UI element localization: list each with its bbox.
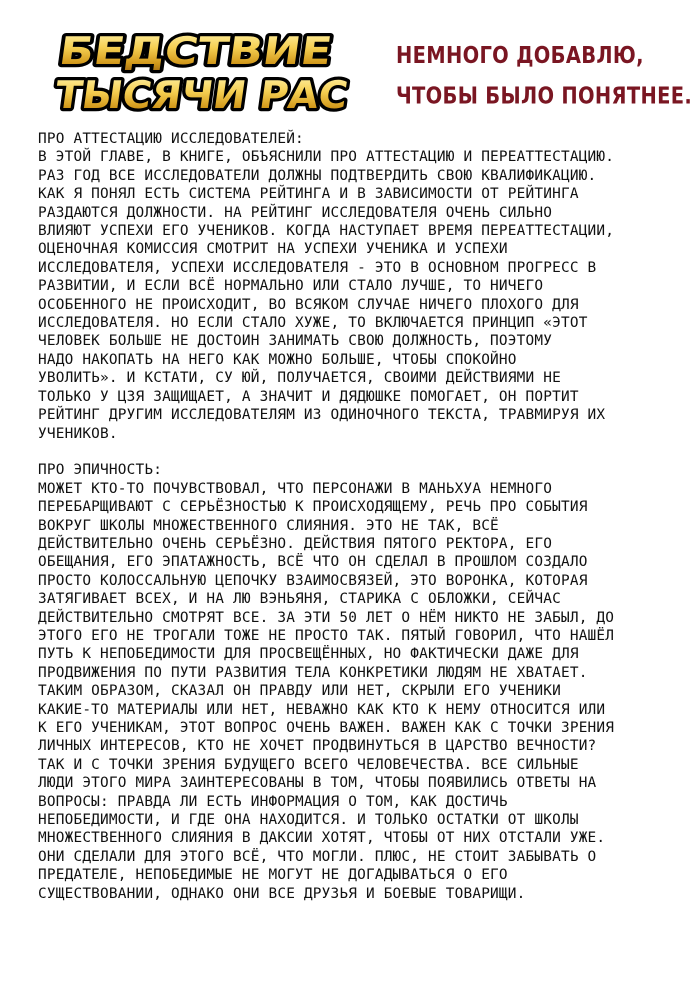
translator-note-line-2: ЧТОБЫ БЫЛО ПОНЯТНЕЕ. xyxy=(396,82,693,110)
title-logo xyxy=(40,20,352,120)
text-line: КАК Я ПОНЯЛ ЕСТЬ СИСТЕМА РЕЙТИНГА И В ЗАВИСИМОСТИ ОТ РЕЙТИНГА xyxy=(38,186,579,203)
text-line: ТОЛЬКО У ЦЗЯ ЗАЩИЩАЕТ, А ЗНАЧИТ И ДЯДЮШКЕ ПОМОГАЕТ, ОН ПОРТИТ xyxy=(38,388,579,405)
section-heading: ПРО ЭПИЧНОСТЬ: xyxy=(38,462,163,479)
text-line: ЭТОГО ЕГО НЕ ТРОГАЛИ ТОЖЕ НЕ ПРОСТО ТАК. ПЯТЫЙ ГОВОРИЛ, ЧТО НАШЁЛ xyxy=(38,627,615,644)
text-line: РАЗ ГОД ВСЕ ИССЛЕДОВАТЕЛИ ДОЛЖНЫ ПОДТВЕРДИТЬ СВОЮ КВАЛИФИКАЦИЮ. xyxy=(38,167,597,184)
text-line: ЛИЧНЫХ ИНТЕРЕСОВ, КТО НЕ ХОЧЕТ ПРОДВИНУТЬСЯ В ЦАРСТВО ВЕЧНОСТИ? xyxy=(38,738,597,755)
logo-line-1: БЕДСТВИЕ xyxy=(56,30,292,74)
text-line: КАКИЕ-ТО МАТЕРИАЛЫ ИЛИ НЕТ, НЕВАЖНО КАК КТО К НЕМУ ОТНОСИТСЯ ИЛИ xyxy=(38,701,606,718)
section-attestation xyxy=(38,130,668,443)
text-line: УВОЛИТЬ». И КСТАТИ, СУ ЮЙ, ПОЛУЧАЕТСЯ, СВОИМИ ДЕЙСТВИЯМИ НЕ xyxy=(38,370,561,387)
text-line: ЛЮДИ ЭТОГО МИРА ЗАИНТЕРЕСОВАНЫ В ТОМ, ЧТОБЫ ПОЯВИЛИСЬ ОТВЕТЫ НА xyxy=(38,775,597,792)
text-line: ИССЛЕДОВАТЕЛЯ, УСПЕХИ ИССЛЕДОВАТЕЛЯ - ЭТО В ОСНОВНОМ ПРОГРЕСС В xyxy=(38,259,597,276)
text-line: НЕПОБЕДИМОСТИ, И ГДЕ ОНА НАХОДИТСЯ. И ТОЛЬКО ОСТАТКИ ОТ ШКОЛЫ xyxy=(38,812,579,829)
text-line: НАДО НАКОПАТЬ НА НЕГО КАК МОЖНО БОЛЬШЕ, ЧТОБЫ СПОКОЙНО xyxy=(38,351,517,368)
text-line: ОБЕЩАНИЯ, ЕГО ЭПАТАЖНОСТЬ, ВСЁ ЧТО ОН СДЕЛАЛ В ПРОШЛОМ СОЗДАЛО xyxy=(38,554,588,571)
text-line: В ЭТОЙ ГЛАВЕ, В КНИГЕ, ОБЪЯСНИЛИ ПРО АТТЕСТАЦИЮ И ПЕРЕАТТЕСТАЦИЮ. xyxy=(38,149,615,166)
text-line: МНОЖЕСТВЕННОГО СЛИЯНИЯ В ДАКСИИ ХОТЯТ, ЧТОБЫ ОТ НИХ ОТСТАЛИ УЖЕ. xyxy=(38,830,606,847)
translator-note xyxy=(396,36,693,116)
logo-line-2: ТЫСЯЧИ РАС xyxy=(52,74,342,118)
text-line: МОЖЕТ КТО-ТО ПОЧУВСТВОВАЛ, ЧТО ПЕРСОНАЖИ В МАНЬХУА НЕМНОГО xyxy=(38,480,553,497)
text-line: СУЩЕСТВОВАНИИ, ОДНАКО ОНИ ВСЕ ДРУЗЬЯ И БОЕВЫЕ ТОВАРИЩИ. xyxy=(38,885,526,902)
text-line: ТАК И С ТОЧКИ ЗРЕНИЯ БУДУЩЕГО ВСЕГО ЧЕЛОВЕЧЕСТВА. ВСЕ СИЛЬНЫЕ xyxy=(38,756,579,773)
text-line: ДЕЙСТВИТЕЛЬНО СМОТРЯТ ВСЕ. ЗА ЭТИ 50 ЛЕТ О НЁМ НИКТО НЕ ЗАБЫЛ, ДО xyxy=(38,609,615,626)
text-line: К ЕГО УЧЕНИКАМ, ЭТОТ ВОПРОС ОЧЕНЬ ВАЖЕН. ВАЖЕН КАК С ТОЧКИ ЗРЕНИЯ xyxy=(38,719,615,736)
text-line: ВЛИЯЮТ УСПЕХИ ЕГО УЧЕНИКОВ. КОГДА НАСТУПАЕТ ВРЕМЯ ПЕРЕАТТЕСТАЦИИ, xyxy=(38,223,615,240)
text-line: ОНИ СДЕЛАЛИ ДЛЯ ЭТОГО ВСЁ, ЧТО МОГЛИ. ПЛЮС, НЕ СТОИТ ЗАБЫВАТЬ О xyxy=(38,848,597,865)
text-line: ВОПРОСЫ: ПРАВДА ЛИ ЕСТЬ ИНФОРМАЦИЯ О ТОМ, КАК ДОСТИЧЬ xyxy=(38,793,508,810)
text-line: ПЕРЕБАРЩИВАЮТ С СЕРЬЁЗНОСТЬЮ К ПРОИСХОДЯЩЕМУ, РЕЧЬ ПРО СОБЫТИЯ xyxy=(38,499,588,516)
text-line: РАЗВИТИИ, И ЕСЛИ ВСЁ НОРМАЛЬНО ИЛИ СТАЛО ЛУЧШЕ, ТО НИЧЕГО xyxy=(38,278,544,295)
text-line: ОЦЕНОЧНАЯ КОМИССИЯ СМОТРИТ НА УСПЕХИ УЧЕНИКА И УСПЕХИ xyxy=(38,241,508,258)
section-epicness xyxy=(38,461,668,903)
text-line: ЗАТЯГИВАЕТ ВСЕХ, И НА ЛЮ ВЭНЬЯНЯ, СТАРИКА С ОБЛОЖКИ, СЕЙЧАС xyxy=(38,591,561,608)
text-line: ПРОСТО КОЛОССАЛЬНУЮ ЦЕПОЧКУ ВЗАИМОСВЯЗЕЙ, ЭТО ВОРОНКА, КОТОРАЯ xyxy=(38,572,588,589)
text-line: ИССЛЕДОВАТЕЛЯ. НО ЕСЛИ СТАЛО ХУЖЕ, ТО ВКЛЮЧАЕТСЯ ПРИНЦИП «ЭТОТ xyxy=(38,315,588,332)
text-line: ДЕЙСТВИТЕЛЬНО ОЧЕНЬ СЕРЬЁЗНО. ДЕЙСТВИЯ ПЯТОГО РЕКТОРА, ЕГО xyxy=(38,535,553,552)
text-line: РЕЙТИНГ ДРУГИМ ИССЛЕДОВАТЕЛЯМ ИЗ ОДИНОЧНОГО ТЕКСТА, ТРАВМИРУЯ ИХ xyxy=(38,407,606,424)
text-line: ВОКРУГ ШКОЛЫ МНОЖЕСТВЕННОГО СЛИЯНИЯ. ЭТО НЕ ТАК, ВСЁ xyxy=(38,517,499,534)
title-logo-art xyxy=(40,20,352,120)
page-header xyxy=(0,0,700,120)
text-line: ПРЕДАТЕЛЕ, НЕПОБЕДИМЫЕ НЕ МОГУТ НЕ ДОГАДЫВАТЬСЯ О ЕГО xyxy=(38,867,508,884)
commentary-text xyxy=(38,130,668,903)
text-line: ЧЕЛОВЕК БОЛЬШЕ НЕ ДОСТОИН ЗАНИМАТЬ СВОЮ ДОЛЖНОСТЬ, ПОЭТОМУ xyxy=(38,333,553,350)
section-heading: ПРО АТТЕСТАЦИЮ ИССЛЕДОВАТЕЛЕЙ: xyxy=(38,131,304,147)
text-line: ТАКИМ ОБРАЗОМ, СКАЗАЛ ОН ПРАВДУ ИЛИ НЕТ, СКРЫЛИ ЕГО УЧЕНИКИ xyxy=(38,683,561,700)
text-line: ОСОБЕННОГО НЕ ПРОИСХОДИТ, ВО ВСЯКОМ СЛУЧАЕ НИЧЕГО ПЛОХОГО ДЛЯ xyxy=(38,296,579,313)
text-line: ПУТЬ К НЕПОБЕДИМОСТИ ДЛЯ ПРОСВЕЩЁННЫХ, НО ФАКТИЧЕСКИ ДАЖЕ ДЛЯ xyxy=(38,646,579,663)
text-line: УЧЕНИКОВ. xyxy=(38,425,118,442)
translator-note-line-1: НЕМНОГО ДОБАВЛЮ, xyxy=(396,41,644,70)
text-line: РАЗДАЮТСЯ ДОЛЖНОСТИ. НА РЕЙТИНГ ИССЛЕДОВАТЕЛЯ ОЧЕНЬ СИЛЬНО xyxy=(38,204,553,221)
text-line: ПРОДВИЖЕНИЯ ПО ПУТИ РАЗВИТИЯ ТЕЛА КОНКРЕТИКИ ЛЮДЯМ НЕ ХВАТАЕТ. xyxy=(38,664,588,681)
